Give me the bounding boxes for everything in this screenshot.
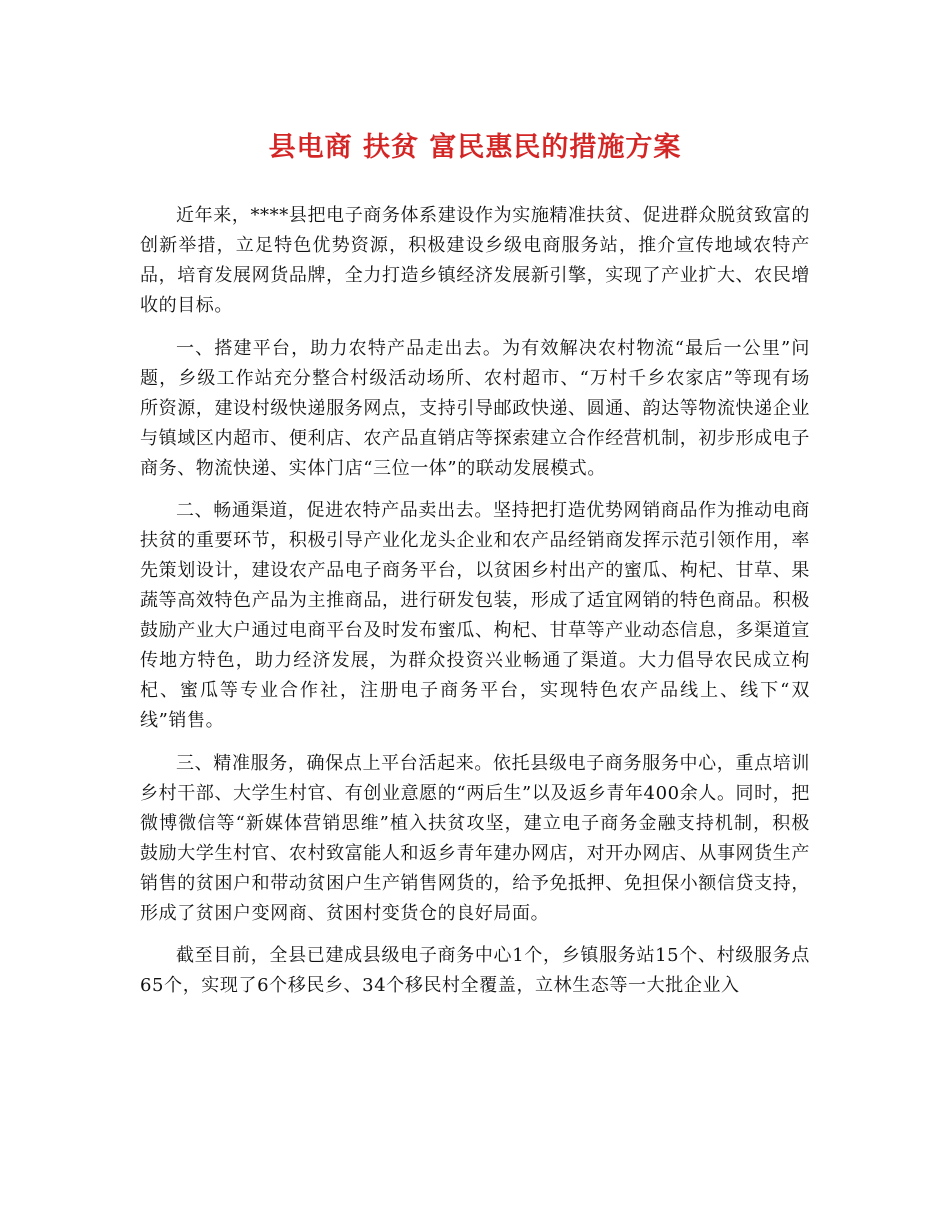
paragraph-summary: 截至目前，全县已建成县级电子商务中心1个，乡镇服务站15个、村级服务点65个，实现了6个移民乡、34个移民村全覆盖，立林生态等一大批企业入 <box>140 945 810 996</box>
document-title: 县电商 扶贫 富民惠民的措施方案 <box>268 132 682 163</box>
paragraph-section-1: 一、搭建平台，助力农特产品走出去。为有效解决农村物流“最后一公里”问题，乡级工作站充分整合村级活动场所、农村超市、“万村千乡农家店”等现有场所资源，建设村级快递服务网点，支持引导邮政快递、圆通、韵达等物流快递企业与镇域区内超市、便利店、农产品直销店等探索建立合作经营机制，初步形成电子商务、物流快递、实体门店“三位一体”的联动发展模式。 <box>140 337 810 479</box>
paragraph-section-3: 三、精准服务，确保点上平台活起来。依托县级电子商务服务中心，重点培训乡村干部、大学生村官、有创业意愿的“两后生”以及返乡青年400余人。同时，把微博微信等“新媒体营销思维”植入扶贫攻坚，建立电子商务金融支持机制，积极鼓励大学生村官、农村致富能人和返乡青年建办网店，对开办网店、从事网货生产销售的贫困户和带动贫困户生产销售网货的，给予免抵押、免担保小额信贷支持，形成了贫困户变网商、贫困村变货仓的良好局面。 <box>140 752 810 924</box>
paragraph-intro: 近年来，****县把电子商务体系建设作为实施精准扶贫、促进群众脱贫致富的创新举措，立足特色优势资源，积极建设乡级电商服务站，推介宣传地域农特产品，培育发展网货品牌，全力打造乡镇经济发展新引擎，实现了产业扩大、农民增收的目标。 <box>140 205 810 316</box>
paragraph-section-2: 二、畅通渠道，促进农特产品卖出去。坚持把打造优势网销商品作为推动电商扶贫的重要环节，积极引导产业化龙头企业和农产品经销商发挥示范引领作用，率先策划设计，建设农产品电子商务平台，以贫困乡村出产的蜜瓜、枸杞、甘草、果蔬等高效特色产品为主推商品，进行研发包装，形成了适宜网销的特色商品。积极鼓励产业大户通过电商平台及时发布蜜瓜、枸杞、甘草等产业动态信息，多渠道宣传地方特色，助力经济发展，为群众投资兴业畅通了渠道。大力倡导农民成立枸杞、蜜瓜等专业合作社，注册电子商务平台，实现特色农产品线上、线下“双线”销售。 <box>140 500 810 731</box>
document-body <box>140 201 810 1014</box>
